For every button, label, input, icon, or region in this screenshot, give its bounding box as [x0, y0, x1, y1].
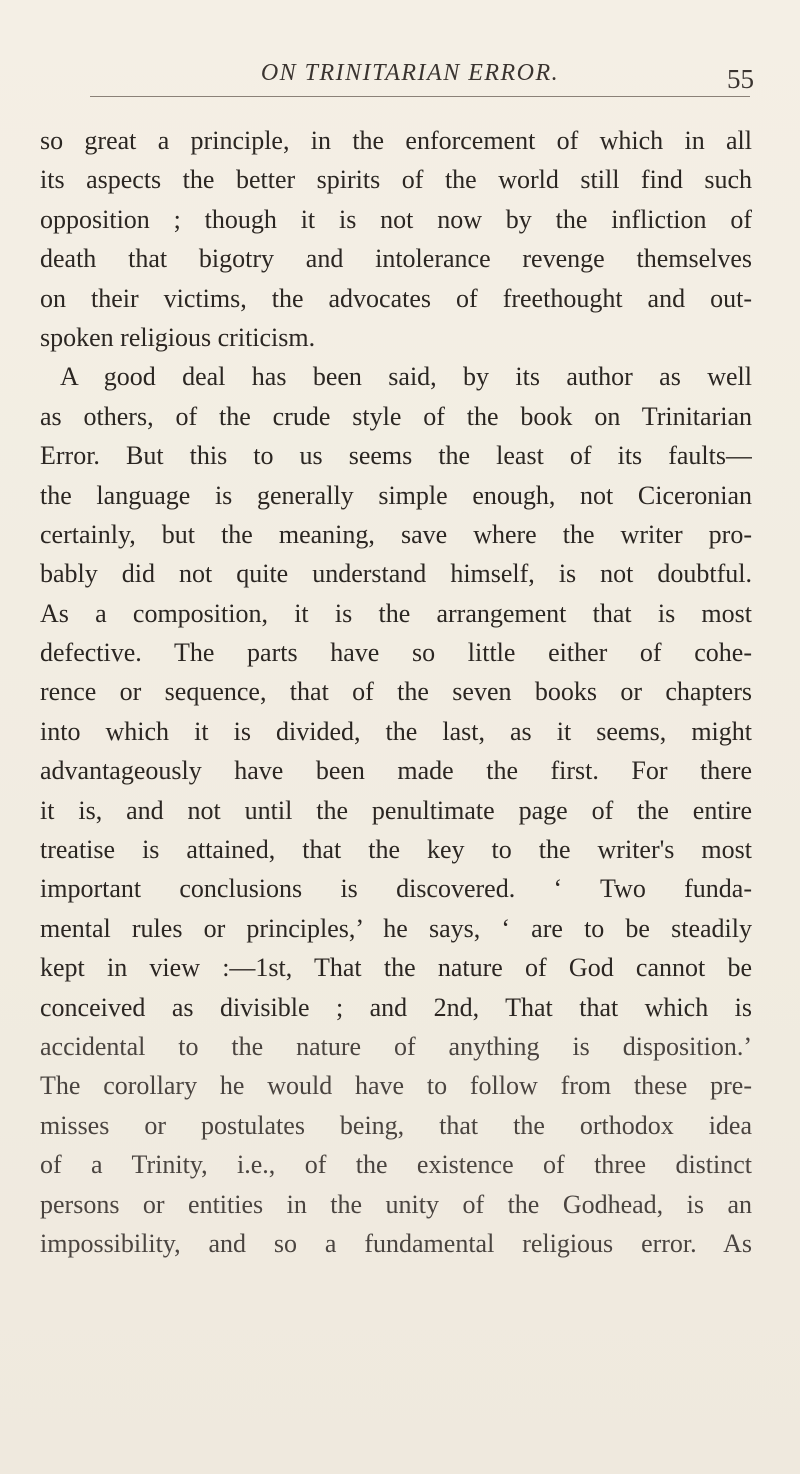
text-line: accidental to the nature of anything is disposition.’ [40, 1031, 752, 1061]
text-line: misses or postulates being, that the orthodox idea [40, 1110, 752, 1140]
text-line: persons or entities in the unity of the Godhead, is an [40, 1189, 752, 1219]
text-line: As a composition, it is the arrangement that is most [40, 598, 752, 628]
text-line: rence or sequence, that of the seven books or chapters [40, 677, 752, 707]
text-line: The corollary he would have to follow from these pre- [40, 1071, 752, 1101]
text-line: on their victims, the advocates of freethought and out- [40, 283, 752, 313]
text-line: so great a principle, in the enforcement of which in all [40, 126, 752, 155]
text-line: it is, and not until the penultimate page of the entire [40, 795, 752, 825]
text-line: mental rules or principles,’ he says, ‘ are to be steadily [40, 913, 752, 943]
text-line: spoken religious criticism. [40, 322, 316, 352]
text-line: advantageously have been made the first. For there [40, 756, 752, 786]
body-text [40, 121, 752, 1263]
page-number: 55 [727, 64, 754, 94]
text-line: defective. The parts have so little either of cohe- [40, 638, 752, 668]
text-line: A good deal has been said, by its author as well [60, 362, 752, 392]
text-line: the language is generally simple enough, not Ciceronian [40, 480, 752, 510]
running-title: ON TRINITARIAN ERROR. [260, 60, 560, 86]
header-rule [90, 96, 750, 97]
text-line: certainly, but the meaning, save where the writer pro- [40, 519, 752, 549]
text-line: kept in view :—1st, That the nature of God cannot be [40, 953, 752, 983]
text-line: as others, of the crude style of the book on Trinitarian [40, 401, 752, 431]
text-line: its aspects the better spirits of the world still find such [40, 165, 752, 195]
text-line: opposition ; though it is not now by the infliction of [40, 204, 752, 234]
text-line: important conclusions is discovered. ‘ Two funda- [40, 874, 752, 904]
text-line: impossibility, and so a fundamental religious error. As [40, 1228, 752, 1258]
text-line: into which it is divided, the last, as it seems, might [40, 716, 752, 746]
text-line: death that bigotry and intolerance revenge themselves [40, 244, 752, 274]
text-line: Error. But this to us seems the least of its faults— [40, 441, 752, 471]
text-line: treatise is attained, that the key to the writer's most [40, 835, 752, 865]
text-line: conceived as divisible ; and 2nd, That that which is [40, 992, 752, 1022]
text-line: of a Trinity, i.e., of the existence of three distinct [40, 1150, 752, 1180]
text-line: bably did not quite understand himself, is not doubtful. [40, 559, 752, 589]
